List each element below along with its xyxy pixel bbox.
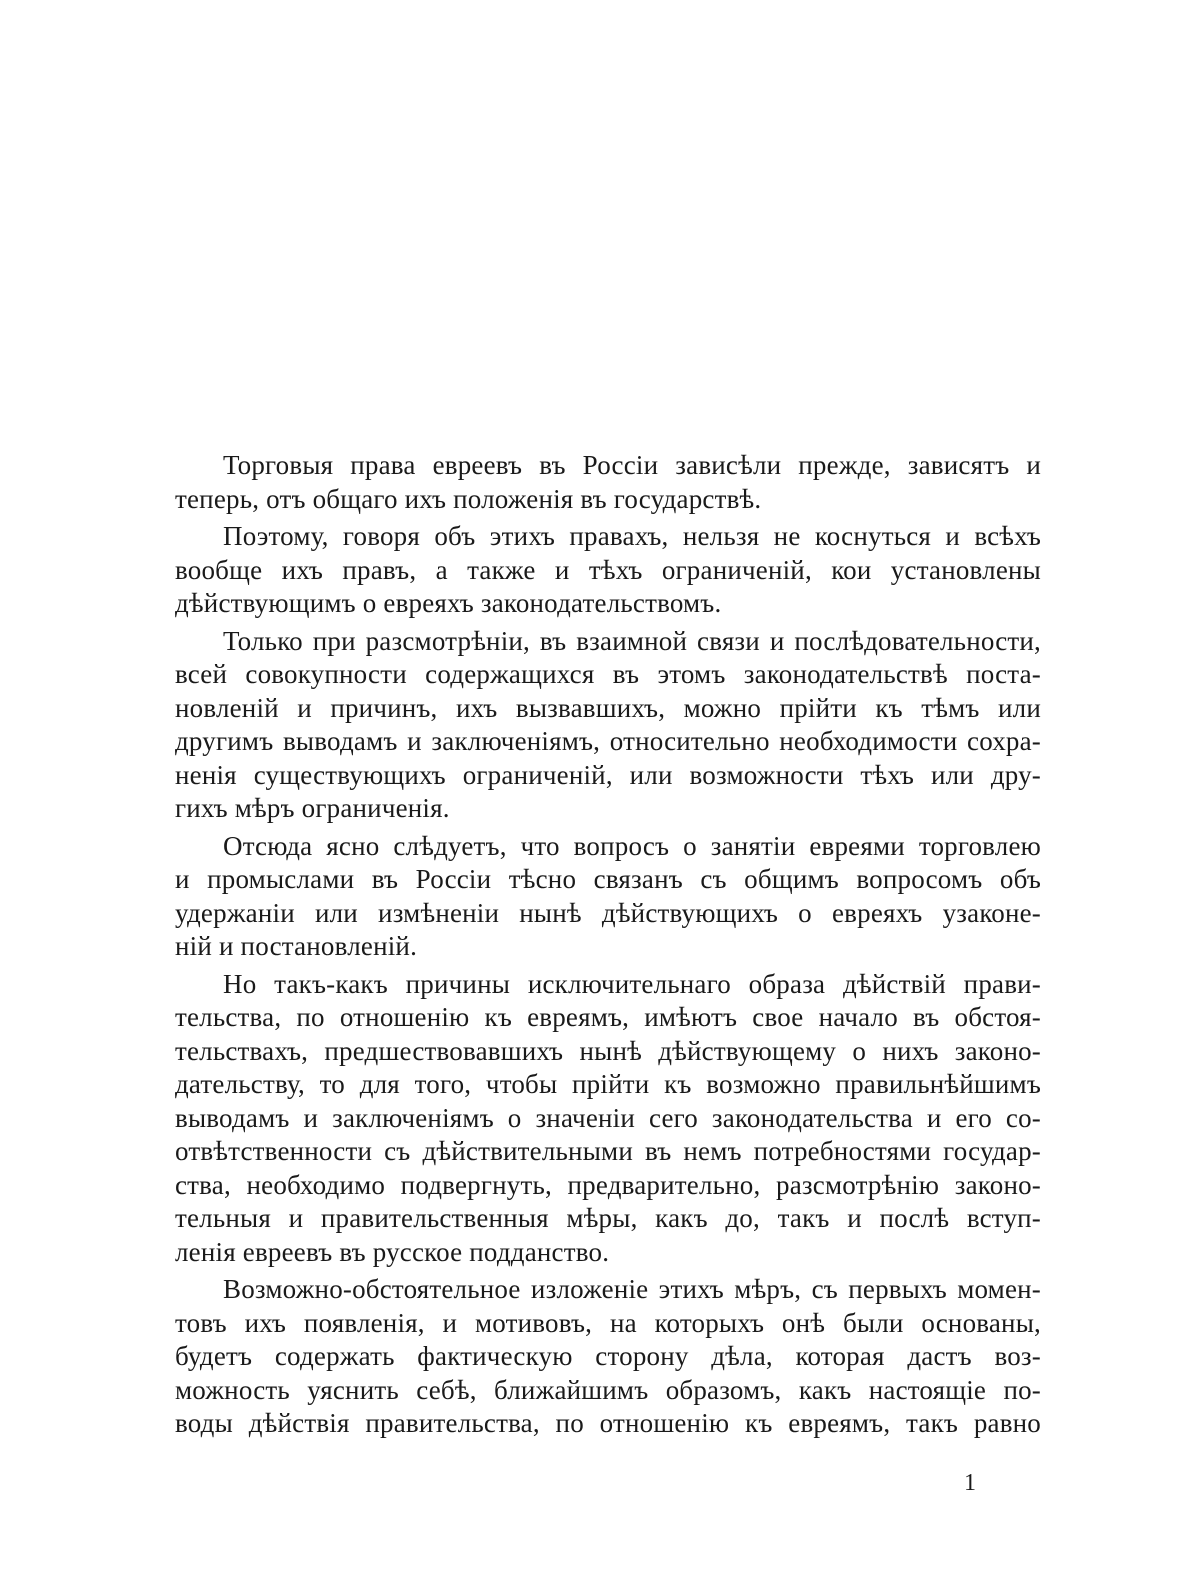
text-line: товъ ихъ появленія, и мотивовъ, на которыхъ онѣ были основаны, — [175, 1307, 1041, 1338]
text-line: удержаніи или измѣненіи нынѣ дѣйствующихъ о евреяхъ узаконе- — [175, 897, 1041, 928]
text-line: теперь, отъ общаго ихъ положенія въ государствѣ. — [175, 483, 762, 514]
text-line: Возможно-обстоятельное изложеніе этихъ мѣръ, съ первыхъ момен- — [223, 1274, 1041, 1304]
page-number: 1 — [964, 1470, 976, 1496]
text-line: Отсюда ясно слѣдуетъ, что вопросъ о занятіи евреями торговлею — [223, 830, 1041, 861]
text-line: дѣйствующимъ о евреяхъ законодательствомъ. — [175, 588, 722, 618]
text-line: дательству, то для того, чтобы прійти къ возможно правильнѣйшимъ — [175, 1069, 1041, 1099]
text-line: вообще ихъ правъ, а также и тѣхъ ограниченій, кои установлены — [175, 554, 1041, 585]
text-line: и промыслами въ Россіи тѣсно связанъ съ общимъ вопросомъ объ — [175, 864, 1041, 894]
text-line: отвѣтственности съ дѣйствительными въ немъ потребностями государ- — [175, 1136, 1041, 1166]
text-line: выводамъ и заключеніямъ о значеніи сего законодательства и его со- — [175, 1102, 1041, 1133]
text-line: тельства, по отношенію къ евреямъ, имѣютъ свое начало въ обстоя- — [175, 1002, 1041, 1032]
text-line: Поэтому, говоря объ этихъ правахъ, нельзя не коснуться и всѣхъ — [223, 521, 1041, 551]
text-line: новленій и причинъ, ихъ вызвавшихъ, можно прійти къ тѣмъ или — [175, 692, 1041, 723]
text-line: можность уяснить себѣ, ближайшимъ образомъ, какъ настоящіе по- — [175, 1374, 1041, 1405]
text-line: тельствахъ, предшествовавшихъ нынѣ дѣйствующему о нихъ законо- — [175, 1035, 1041, 1066]
text-line: тельныя и правительственныя мѣры, какъ до, такъ и послѣ вступ- — [175, 1203, 1041, 1233]
text-line: другимъ выводамъ и заключеніямъ, относительно необходимости сохра- — [175, 726, 1041, 756]
text-line: всей совокупности содержащихся въ этомъ законодательствѣ поста- — [175, 659, 1041, 689]
text-line: Торговыя права евреевъ въ Россіи зависѣли прежде, зависятъ и — [223, 450, 1041, 480]
text-line: Только при разсмотрѣніи, въ взаимной связи и послѣдовательности, — [223, 625, 1041, 656]
text-line: гихъ мѣръ ограниченія. — [175, 793, 450, 823]
text-line: ленія евреевъ въ русское подданство. — [175, 1236, 610, 1267]
text-line: Но такъ-какъ причины исключительнаго образа дѣйствій прави- — [223, 968, 1041, 999]
text-line: ній и постановленій. — [175, 931, 418, 961]
text-line: ства, необходимо подвергнуть, предварительно, разсмотрѣнію законо- — [175, 1169, 1041, 1200]
body-text — [175, 449, 1041, 1441]
text-line: будетъ содержать фактическую сторону дѣла, которая дастъ воз- — [175, 1341, 1041, 1371]
text-line: воды дѣйствія правительства, по отношенію къ евреямъ, такъ равно — [175, 1408, 1041, 1438]
text-line: ненія существующихъ ограниченій, или возможности тѣхъ или дру- — [175, 759, 1041, 790]
